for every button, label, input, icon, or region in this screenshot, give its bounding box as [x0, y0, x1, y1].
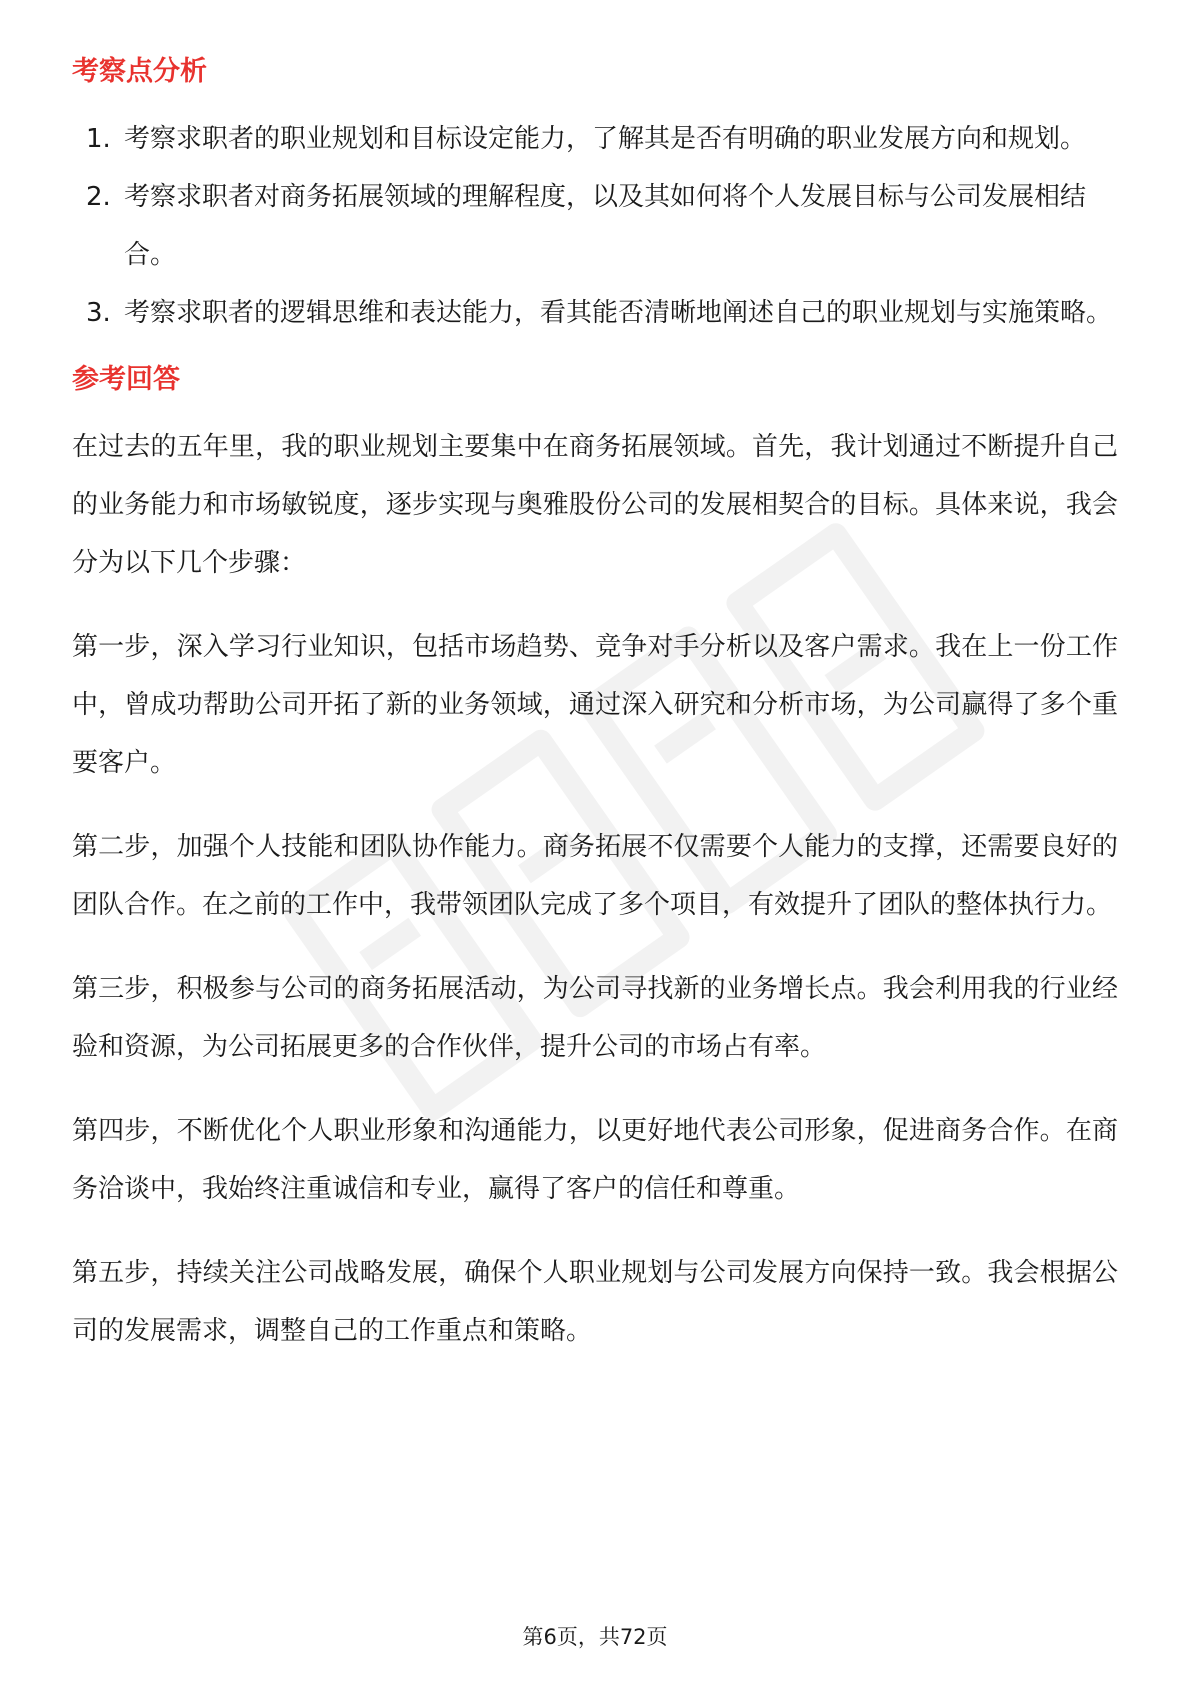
- answer-paragraph-step-2: 第二步，加强个人技能和团队协作能力。商务拓展不仅需要个人能力的支撑，还需要良好的团队合作。在之前的工作中，我带领团队完成了多个项目，有效提升了团队的整体执行力。: [72, 832, 1118, 920]
- analysis-item-text: 考察求职者的职业规划和目标设定能力，了解其是否有明确的职业发展方向和规划。: [124, 124, 1087, 154]
- answer-paragraph-step-4: 第四步，不断优化个人职业形象和沟通能力，以更好地代表公司形象，促进商务合作。在商务洽谈中，我始终注重诚信和专业，赢得了客户的信任和尊重。: [72, 1116, 1118, 1204]
- answer-paragraph-step-3: 第三步，积极参与公司的商务拓展活动，为公司寻找新的业务增长点。我会利用我的行业经验和资源，为公司拓展更多的合作伙伴，提升公司的市场占有率。: [72, 974, 1118, 1062]
- document-content: [72, 48, 1118, 1386]
- analysis-heading: 考察点分析: [72, 56, 207, 87]
- analysis-list: [72, 110, 1118, 342]
- page-number: 第6页，共72页: [522, 1625, 668, 1649]
- answer-paragraph-step-1: 第一步，深入学习行业知识，包括市场趋势、竞争对手分析以及客户需求。我在上一份工作中，曾成功帮助公司开拓了新的业务领域，通过深入研究和分析市场，为公司赢得了多个重要客户。: [72, 632, 1118, 778]
- analysis-item: [72, 110, 1118, 168]
- analysis-item-text: 考察求职者的逻辑思维和表达能力，看其能否清晰地阐述自己的职业规划与实施策略。: [124, 298, 1113, 328]
- analysis-item: [72, 284, 1118, 342]
- answer-heading: 参考回答: [72, 364, 180, 395]
- analysis-item-text: 考察求职者对商务拓展领域的理解程度，以及其如何将个人发展目标与公司发展相结合。: [124, 182, 1087, 270]
- answer-paragraph-step-5: 第五步，持续关注公司战略发展，确保个人职业规划与公司发展方向保持一致。我会根据公司的发展需求，调整自己的工作重点和策略。: [72, 1258, 1118, 1346]
- answer-paragraph-intro: 在过去的五年里，我的职业规划主要集中在商务拓展领域。首先，我计划通过不断提升自己的业务能力和市场敏锐度，逐步实现与奥雅股份公司的发展相契合的目标。具体来说，我会分为以下几个步骤：: [72, 432, 1118, 578]
- analysis-item-number: 3.: [86, 298, 111, 328]
- analysis-item: [72, 168, 1118, 284]
- analysis-item-number: 2.: [86, 182, 111, 212]
- analysis-item-number: 1.: [86, 124, 111, 154]
